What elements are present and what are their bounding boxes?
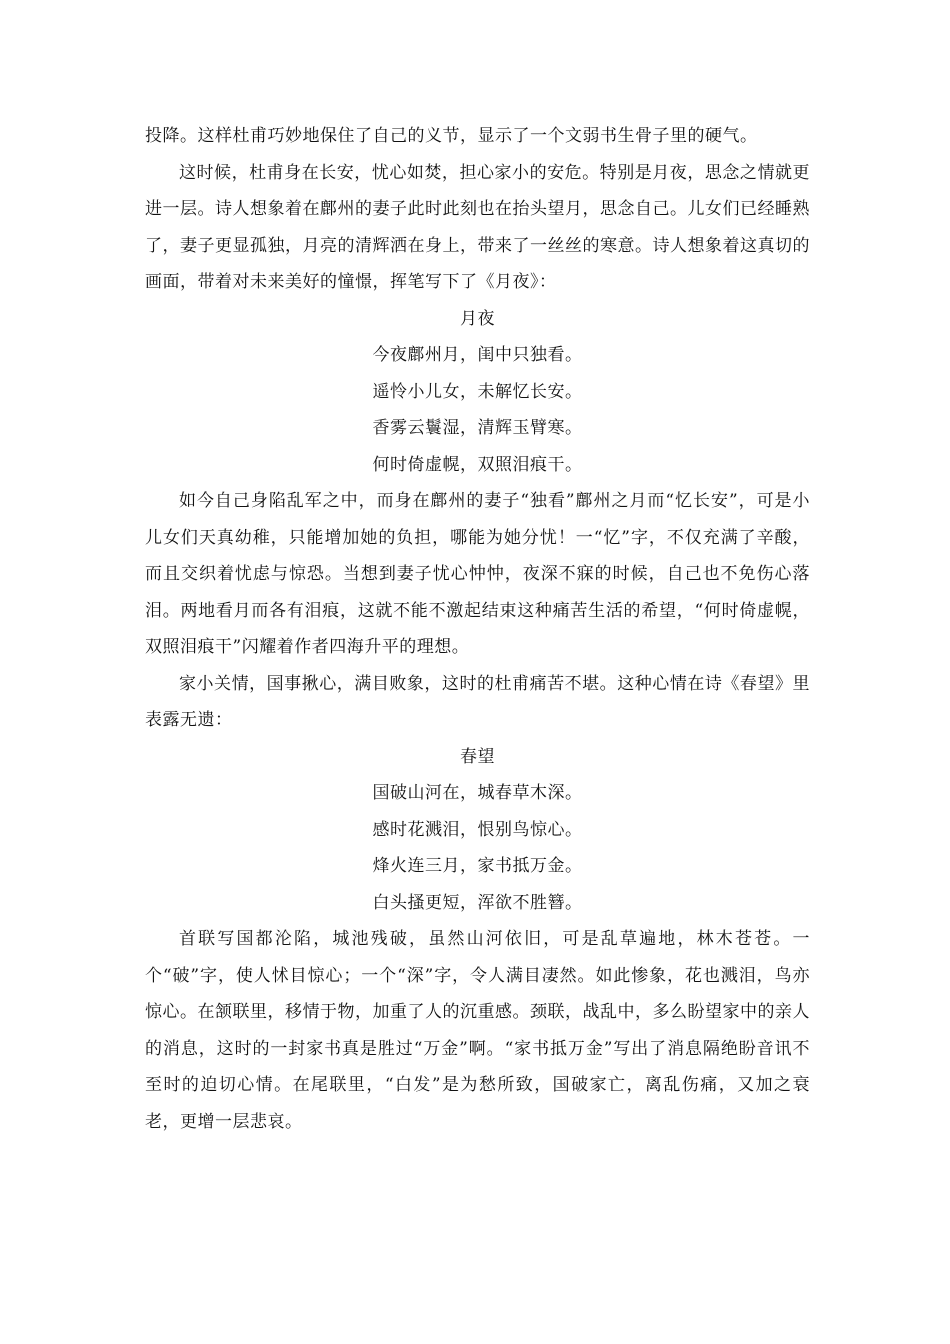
poem-line: 国破山河在，城春草木深。	[372, 783, 583, 803]
paragraph-spring-view-intro: 家小关情，国事揪心，满目败象，这时的杜甫痛苦不堪。这种心情在诗《春望》里表露无遗：	[145, 673, 810, 730]
poem-line: 何时倚虚幌，双照泪痕干。	[372, 454, 583, 475]
poem-line: 遥怜小儿女，未解忆长安。	[372, 381, 583, 402]
poem-spring-view	[145, 739, 810, 922]
paragraph-spring-view-analysis: 首联写国都沦陷，城池残破，虽然山河依旧，可是乱草遍地，林木苍苍。一个“破”字，使人怵目惊心；一个“深”字，令人满目凄然。如此惨象，花也溅泪，鸟亦惊心。在颔联里，移情于物，加重了人的沉重感。颈联，战乱中，多么盼望家中的亲人的消息，这时的一封家书真是胜过“万金”啊。“家书抵万金”写出了消息隔绝盼音讯不至时的迫切心情。在尾联里，“白发”是为愁所致，国破家亡，离乱伤痛，又加之衰老，更增一层悲哀。	[145, 929, 810, 1132]
paragraph-continuation: 投降。这样杜甫巧妙地保住了自己的义节，显示了一个文弱书生骨子里的硬气。	[145, 126, 758, 146]
paragraph-moonlit-night-intro: 这时候，杜甫身在长安，忧心如焚，担心家小的安危。特别是月夜，思念之情就更进一层。诗人想象着在鄜州的妻子此时此刻也在抬头望月，思念自己。儿女们已经睡熟了，妻子更显孤独，月亮的清辉洒在身上，带来了一丝丝的寒意。诗人想象着这真切的画面，带着对未来美好的憧憬，挥笔写下了《月夜》：	[145, 162, 810, 292]
poem-title: 月夜	[460, 308, 495, 329]
poem-line: 香雾云鬟湿，清辉玉臂寒。	[372, 418, 583, 438]
poem-line: 烽火连三月，家书抵万金。	[372, 856, 583, 876]
poem-moonlit-night	[145, 301, 810, 484]
poem-line: 白头搔更短，浑欲不胜簪。	[372, 892, 583, 913]
document-body	[145, 118, 810, 1140]
paragraph-moonlit-night-analysis: 如今自己身陷乱军之中，而身在鄜州的妻子“独看”鄜州之月而“忆长安”，可是小儿女们天真幼稚，只能增加她的负担，哪能为她分忧！一“忆”字，不仅充满了辛酸，而且交织着忧虑与惊恐。当想到妻子忧心忡忡，夜深不寐的时候，自己也不免伤心落泪。两地看月而各有泪痕，这就不能不激起结束这种痛苦生活的希望，“何时倚虚幌，双照泪痕干”闪耀着作者四海升平的理想。	[145, 491, 810, 657]
poem-title: 春望	[460, 746, 495, 767]
poem-line: 感时花溅泪，恨别鸟惊心。	[372, 819, 583, 840]
poem-line: 今夜鄜州月，闺中只独看。	[372, 345, 583, 365]
